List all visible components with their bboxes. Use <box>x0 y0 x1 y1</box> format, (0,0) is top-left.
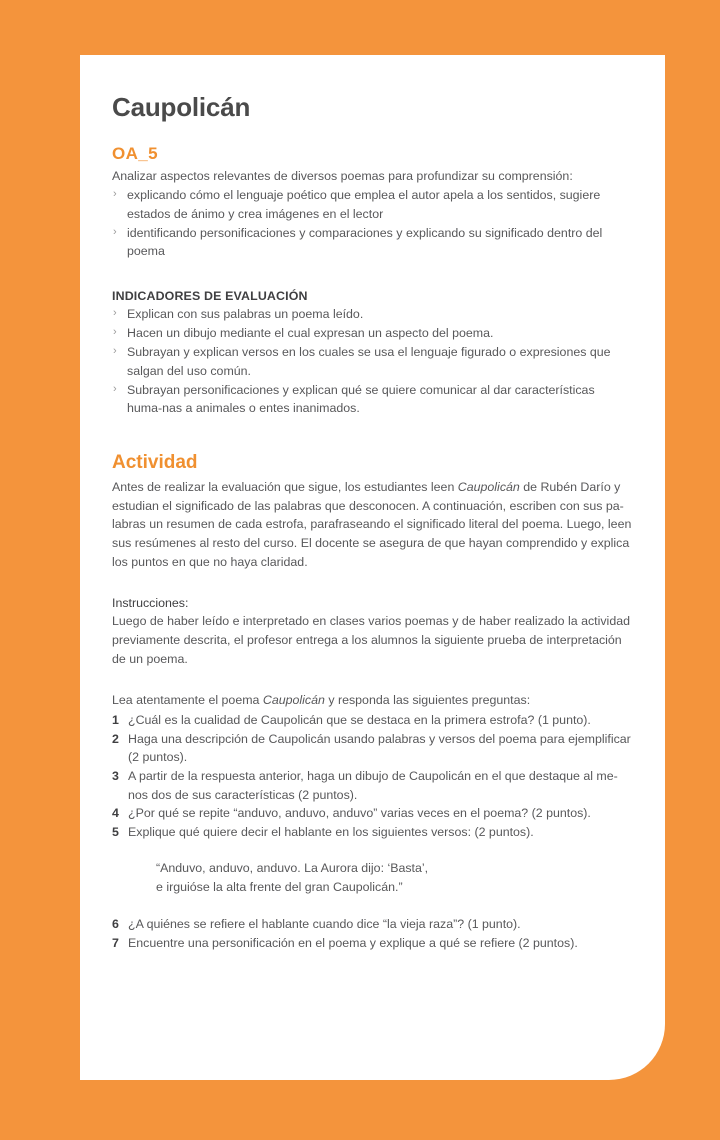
questions-list-first <box>112 711 633 841</box>
list-item <box>112 934 633 953</box>
list-item <box>112 324 633 342</box>
list-item <box>112 305 633 323</box>
question-number: 2 <box>112 731 119 746</box>
chevron-right-icon: › <box>113 188 117 201</box>
list-item <box>112 186 633 223</box>
list-item-text: identificando personificaciones y comparaciones y explicando su significado dentro del poema <box>127 225 603 259</box>
list-item <box>112 711 633 730</box>
question-text: ¿A quiénes se refiere el hablante cuando dice “la vieja raza”? (1 punto). <box>128 917 521 932</box>
instructions-label: Instrucciones: <box>112 596 189 611</box>
poem-title-italic: Caupolicán <box>457 479 520 494</box>
list-item <box>112 224 633 261</box>
question-text: Explique qué quiere decir el hablante en los siguientes versos: (2 puntos). <box>128 824 534 839</box>
instructions-text: Luego de haber leído e interpretado en clases varios poemas y de haber realizado la actividad previamente descrita, el profesor entrega a los alumnos la siguiente prueba de interpretación de un poema. <box>112 614 630 666</box>
list-item-text: Hacen un dibujo mediante el cual expresan un aspecto del poema. <box>127 326 494 340</box>
verse-line: “Anduvo, anduvo, anduvo. La Aurora dijo: ‘Basta’, <box>156 861 429 876</box>
poem-title-italic: Caupolicán <box>262 692 325 707</box>
chevron-right-icon: › <box>113 326 117 338</box>
list-item <box>112 343 633 380</box>
question-text: A partir de la respuesta anterior, haga un dibujo de Caupolicán en el que destaque al me-nos dos de sus características (2 puntos). <box>128 768 618 802</box>
list-item-text: Subrayan personificaciones y explican qué se quiere comunicar al dar características huma-nas a animales o entes inanimados. <box>127 383 595 416</box>
question-text: ¿Por qué se repite “anduvo, anduvo, anduvo” varias veces en el poema? (2 puntos). <box>128 806 591 821</box>
objective-intro: Analizar aspectos relevantes de diversos poemas para profundizar su comprensión: <box>112 168 573 183</box>
question-text: Haga una descripción de Caupolicán usando palabras y versos del poema para ejemplificar (2 puntos). <box>128 731 631 765</box>
question-number: 4 <box>112 806 119 821</box>
list-item-text: explicando cómo el lenguaje poético que emplea el autor apela a los sentidos, sugiere estados de ánimo y crea imágenes en el lector <box>127 188 601 221</box>
verse-quote <box>112 859 633 897</box>
questions-list-last <box>112 915 633 952</box>
question-number: 7 <box>112 935 119 950</box>
activity-text-part2: de Rubén Darío y estudian el significado de las palabras que desconocen. A continuación, escriben con sus pa-labras un resumen de cada estrofa, parafraseando el significado literal del poema. Luego, leen sus resúmenes al resto del curso. El docente se asegura de que hayan comprendido y explica los puntos en que no haya claridad. <box>112 479 632 570</box>
chevron-right-icon: › <box>113 306 117 319</box>
indicators-heading: INDICADORES DE EVALUACIÓN <box>112 288 308 303</box>
objective-code: OA_5 <box>112 143 159 163</box>
questions-intro-part2: y responda las siguientes preguntas: <box>324 692 531 707</box>
verse-line: e irguióse la alta frente del gran Caupolicán.” <box>156 880 403 895</box>
objective-bullet-list <box>112 186 633 260</box>
chevron-right-icon: › <box>113 345 117 358</box>
indicators-list <box>112 305 633 418</box>
list-item <box>112 381 633 418</box>
question-number: 6 <box>112 917 119 932</box>
question-text: ¿Cuál es la cualidad de Caupolicán que se destaca en la primera estrofa? (1 punto). <box>128 713 591 728</box>
list-item-text: Subrayan y explican versos en los cuales se usa el lenguaje figurado o expresiones que salgan del uso común. <box>127 345 611 378</box>
list-item <box>112 730 633 767</box>
question-number: 3 <box>112 768 119 783</box>
questions-intro <box>112 691 633 710</box>
chevron-right-icon: › <box>113 383 117 396</box>
list-item <box>112 915 633 934</box>
list-item-text: Explican con sus palabras un poema leído. <box>127 306 364 321</box>
activity-text-part1: Antes de realizar la evaluación que sigue, los estudiantes leen <box>112 479 458 494</box>
list-item <box>112 767 633 804</box>
question-number: 5 <box>112 824 119 839</box>
list-item <box>112 804 633 823</box>
question-number: 1 <box>112 713 119 728</box>
document-sheet <box>80 55 665 1080</box>
page-title: Caupolicán <box>112 92 251 122</box>
question-text: Encuentre una personificación en el poema y explique a qué se refiere (2 puntos). <box>128 935 578 950</box>
list-item <box>112 823 633 842</box>
activity-paragraph <box>112 478 633 572</box>
activity-heading: Actividad <box>112 451 198 473</box>
chevron-right-icon: › <box>113 225 117 238</box>
questions-intro-part1: Lea atentamente el poema <box>112 692 263 707</box>
